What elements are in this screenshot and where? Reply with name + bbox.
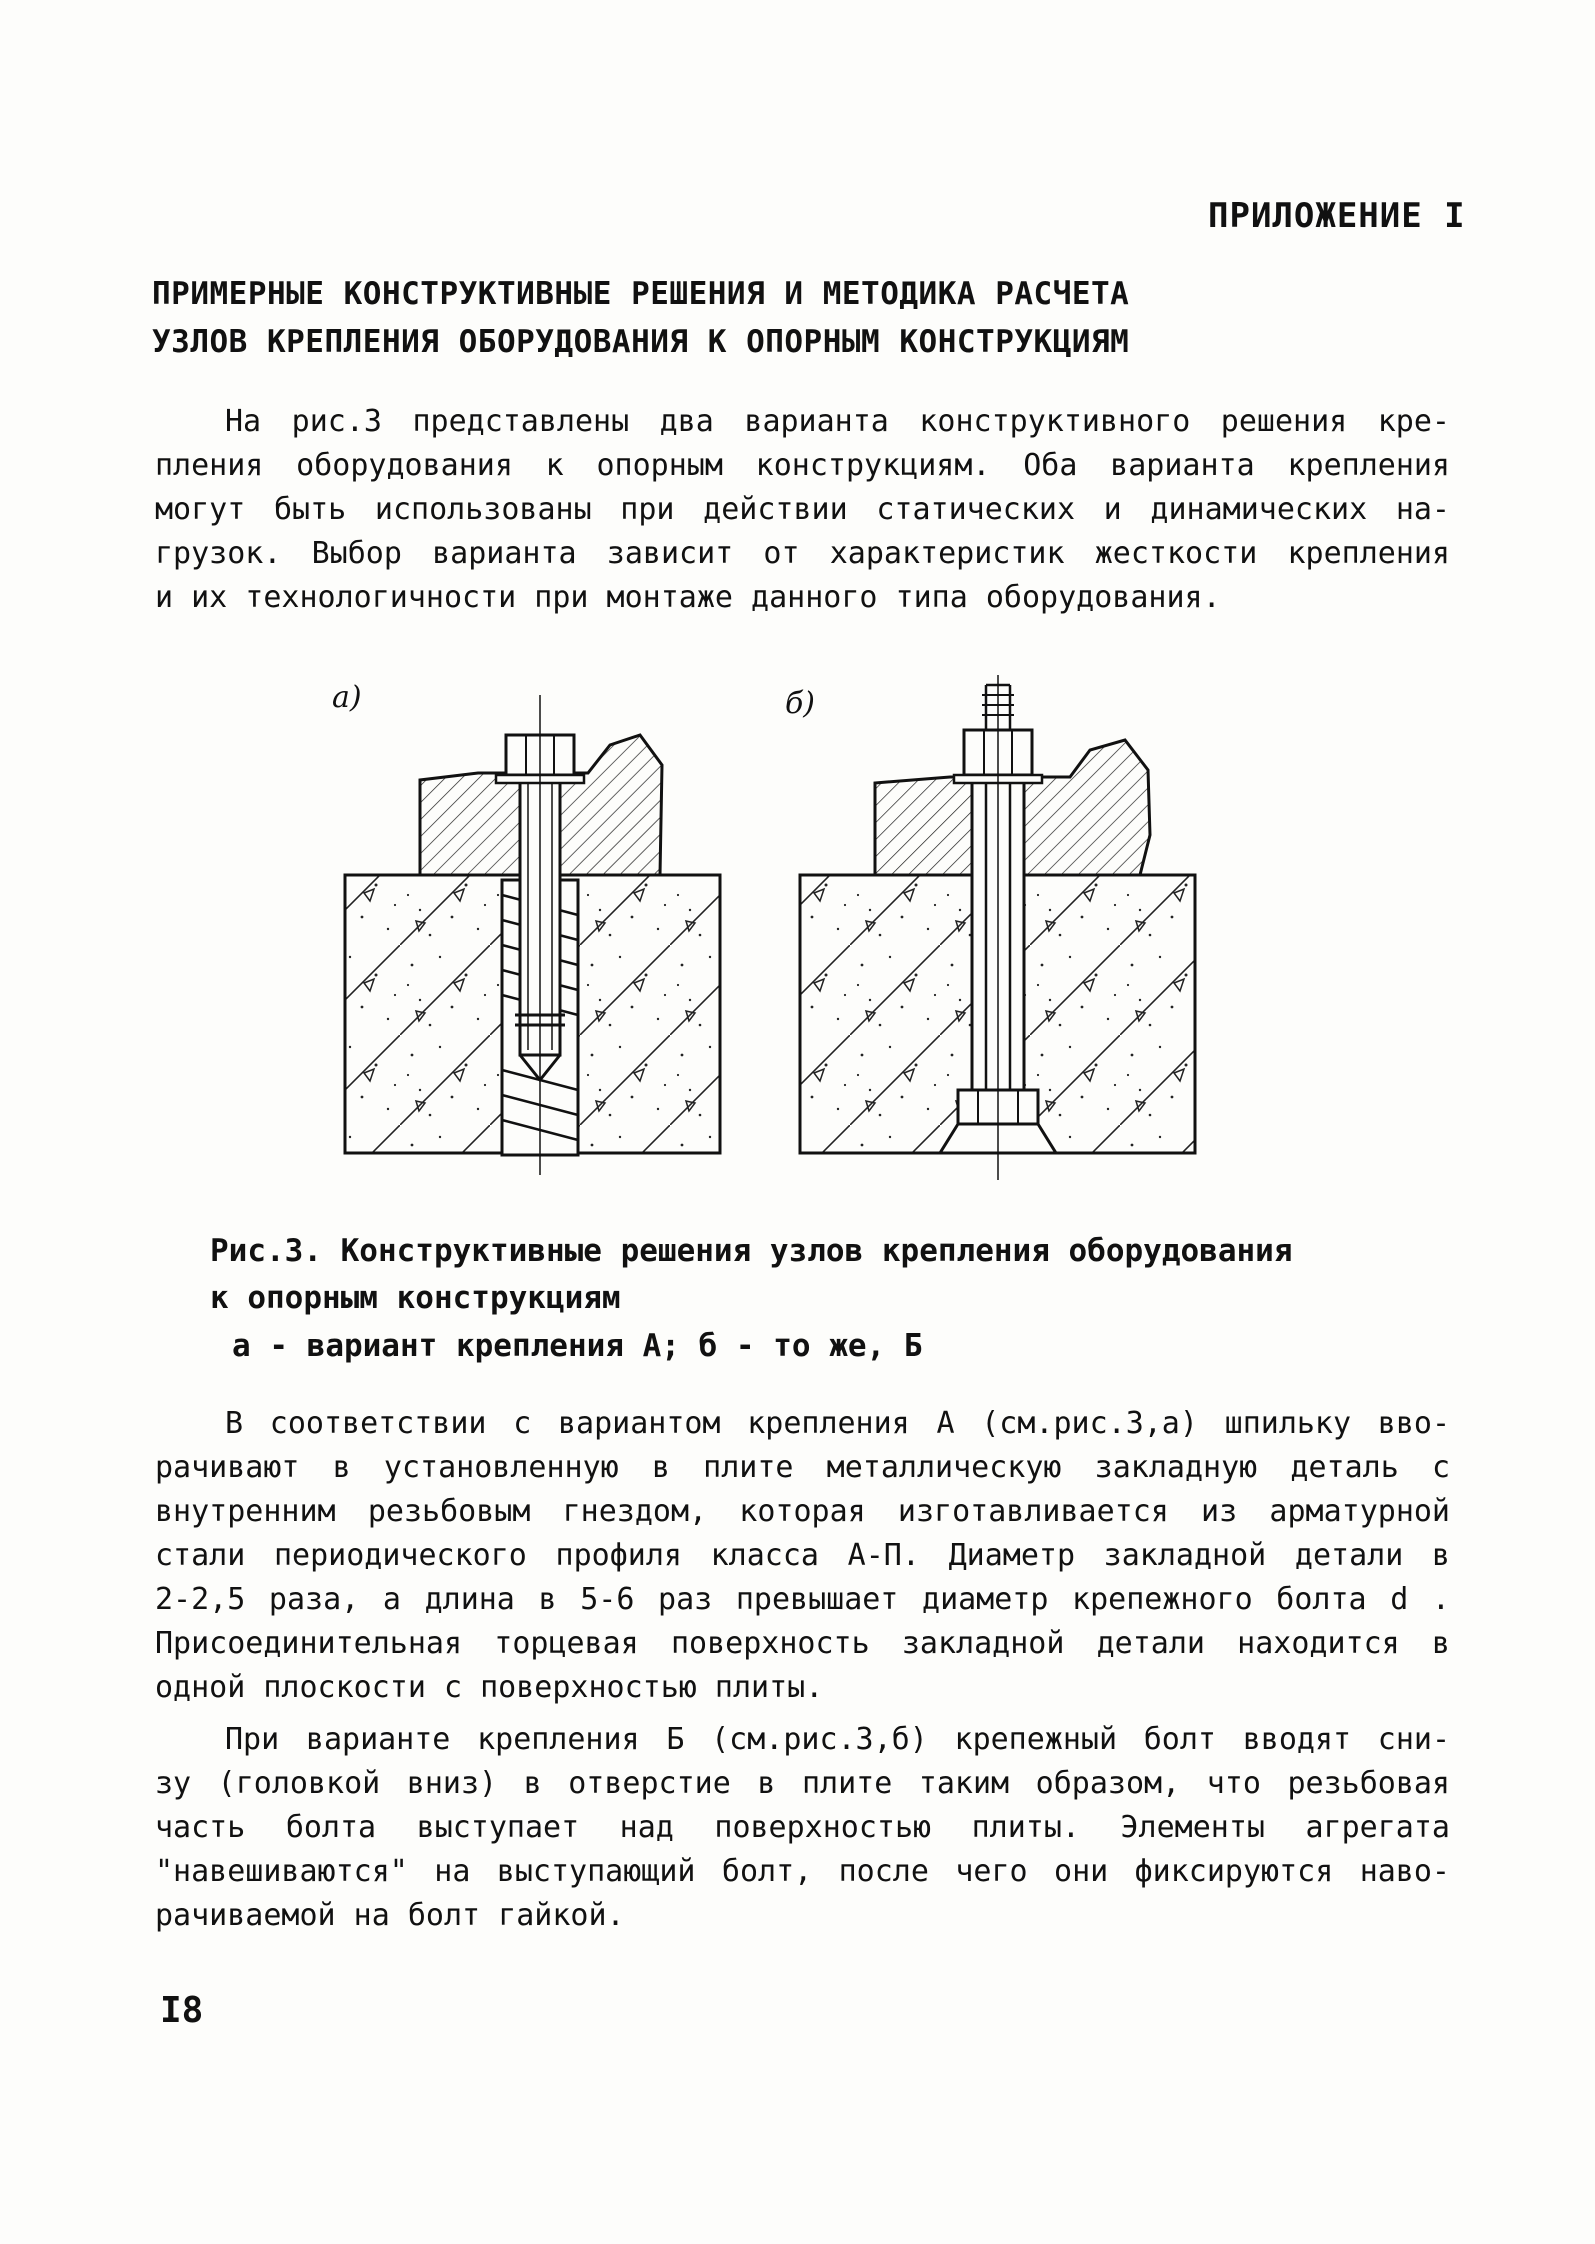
paragraph-line: пления оборудования к опорным конструкциям. Оба варианта крепления [155,448,1450,483]
paragraph-line: Присоединительная торцевая поверхность закладной детали находится в [155,1626,1450,1661]
paragraph-line: В соответствии с вариантом крепления А (см.рис.3,а) шпильку вво- [225,1406,1450,1441]
page-number: I8 [160,1990,204,2031]
paragraph-variant-a [155,1402,1450,1710]
paragraph-line: На рис.3 представлены два варианта конструктивного решения кре- [225,404,1450,439]
title-line-2: УЗЛОВ КРЕПЛЕНИЯ ОБОРУДОВАНИЯ К ОПОРНЫМ КОНСТРУКЦИЯМ [152,324,1130,360]
paragraph-line: стали периодического профиля класса А-П. Диаметр закладной детали в [155,1538,1450,1573]
paragraph-line: При варианте крепления Б (см.рис.3,б) крепежный болт вводят сни- [225,1722,1450,1757]
variant-a-drawing [345,695,720,1175]
paragraph-line: 2-2,5 раза, а длина в 5-6 раз превышает диаметр крепежного болта d . [155,1582,1450,1617]
paragraph-line: рачиваемой на болт гайкой. [155,1898,625,1933]
paragraph-line: грузок. Выбор варианта зависит от характеристик жесткости крепления [155,536,1450,571]
paragraph-variant-b [155,1718,1450,1938]
paragraph-line: часть болта выступает над поверхностью плиты. Элементы агрегата [155,1810,1450,1845]
paragraph-line: одной плоскости с поверхностью плиты. [155,1670,824,1705]
appendix-heading: ПРИЛОЖЕНИЕ I [1208,196,1466,236]
paragraph-line: рачивают в установленную в плите металлическую закладную деталь с [155,1450,1450,1485]
figure-label-b: б) [785,686,816,721]
paragraph-line: зу (головкой вниз) в отверстие в плите таким образом, что резьбовая [155,1766,1450,1801]
figure-caption-line-2: к опорным конструкциям [210,1280,621,1316]
title-line-1: ПРИМЕРНЫЕ КОНСТРУКТИВНЫЕ РЕШЕНИЯ И МЕТОДИКА РАСЧЕТА [152,276,1130,312]
figure-caption-line-3: а - вариант крепления А; б - то же, Б [232,1328,923,1364]
figure-label-a: а) [332,680,362,715]
paragraph-line: "навешиваются" на выступающий болт, после чего они фиксируются наво- [155,1854,1450,1889]
paragraph-line: и их технологичности при монтаже данного типа оборудования. [155,580,1221,615]
variant-b-drawing [800,675,1195,1180]
paragraph-intro [155,400,1450,620]
paragraph-line: могут быть использованы при действии статических и динамических на- [155,492,1450,527]
fastening-figure [310,675,1210,1195]
paragraph-line: внутренним резьбовым гнездом, которая изготавливается из арматурной [155,1494,1450,1529]
figure-caption-line-1: Рис.3. Конструктивные решения узлов крепления оборудования [210,1233,1293,1269]
